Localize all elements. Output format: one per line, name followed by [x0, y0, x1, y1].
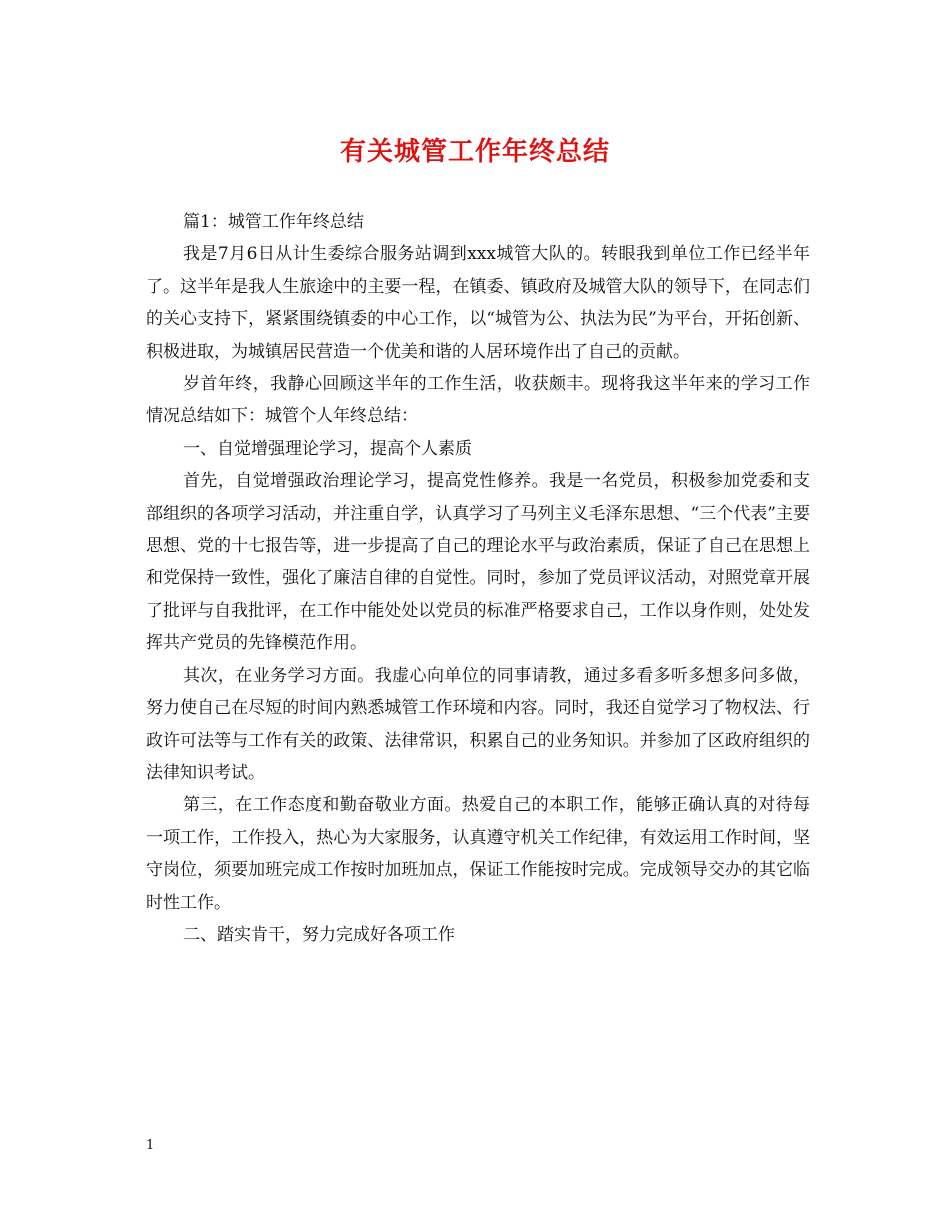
paragraph-work-attitude: 第三，在工作态度和勤奋敬业方面。热爱自己的本职工作，能够正确认真的对待每一项工作，工作投入，热心为大家服务，认真遵守机关工作纪律，有效运用工作时间，坚守岗位，须要加班完成工作按时加班加点，保证工作能按时完成。完成领导交办的其它临时性工作。: [146, 795, 810, 913]
document-body: [146, 206, 810, 951]
paragraph-review: 岁首年终，我静心回顾这半年的工作生活，收获颇丰。现将我这半年来的学习工作情况总结如下：城管个人年终总结：: [146, 374, 810, 427]
heading-theory-study: 一、自觉增强理论学习，提高个人素质: [183, 438, 472, 459]
document-title: 有关城管工作年终总结: [339, 137, 610, 167]
paragraph-section-label: 篇1：城管工作年终总结: [183, 212, 364, 232]
paragraph-business-study: 其次，在业务学习方面。我虚心向单位的同事请教，通过多看多听多想多问多做，努力使自己在尽短的时间内熟悉城管工作环境和内容。同时，我还自觉学习了物权法、行政许可法等与工作有关的政策、法律常识，积累自己的业务知识。并参加了区政府组织的法律知识考试。: [146, 665, 810, 783]
paragraph-political-study: 首先，自觉增强政治理论学习，提高党性修养。我是一名党员，积极参加党委和支部组织的各项学习活动，并注重自学，认真学习了马列主义毛泽东思想、“三个代表”主要思想、党的十七报告等，进一步提高了自己的理论水平与政治素质，保证了自己在思想上和党保持一致性，强化了廉洁自律的自觉性。同时，参加了党员评议活动，对照党章开展了批评与自我批评，在工作中能处处以党员的标准严格要求自己，工作以身作则，处处发挥共产党员的先锋模范作用。: [146, 471, 810, 654]
page-number: 1: [146, 1138, 155, 1153]
paragraph-intro: 我是7月6日从计生委综合服务站调到xxx城管大队的。转眼我到单位工作已经半年了。这半年是我人生旅途中的主要一程，在镇委、镇政府及城管大队的领导下，在同志们的关心支持下，紧紧围绕镇委的中心工作，以“城管为公、执法为民”为平台，开拓创新、积极进取，为城镇居民营造一个优美和谐的人居环境作出了自己的贡献。: [146, 244, 810, 362]
heading-hard-work: 二、踏实肯干，努力完成好各项工作: [183, 924, 455, 945]
